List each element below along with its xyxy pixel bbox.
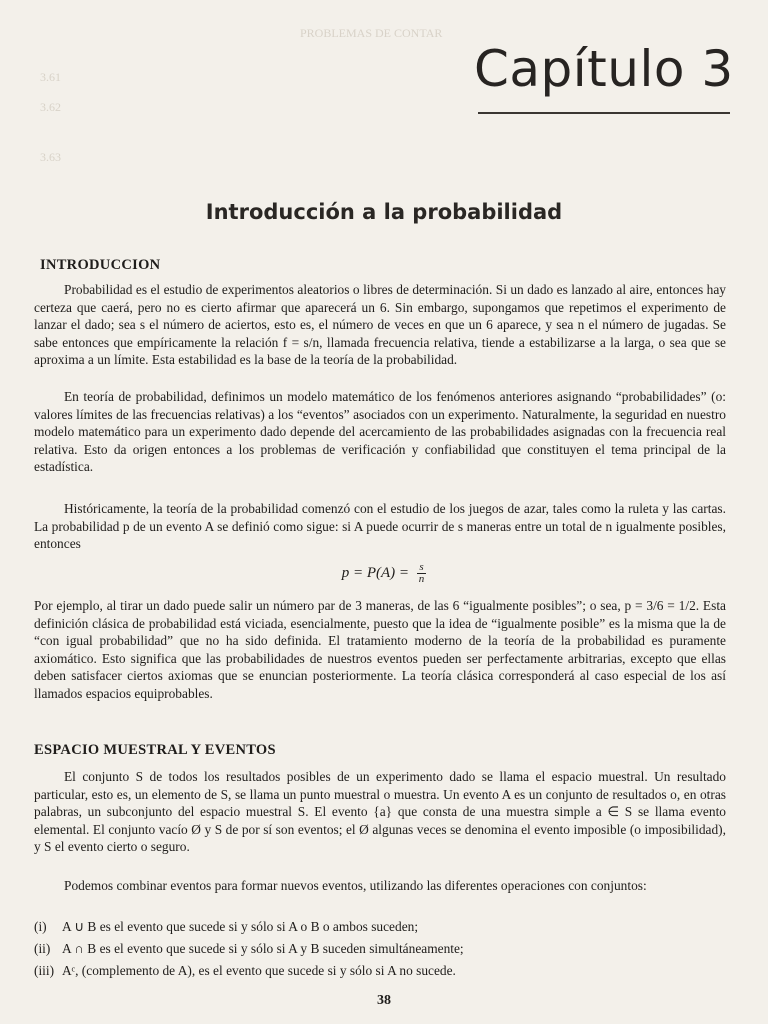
- paragraph-6: Podemos combinar eventos para formar nuevos eventos, utilizando las diferentes operaciones con conjuntos:: [64, 878, 647, 893]
- chapter-heading: Capítulo 3: [474, 40, 734, 98]
- paragraph-3: Históricamente, la teoría de la probabilidad comenzó con el estudio de los juegos de azar, tales como la ruleta y las cartas. La probabilidad p de un evento A se definió como sigue: si A puede ocurrir de s maneras entre un total de n igualmente posibles, entonces: [34, 501, 726, 552]
- formula-denominator: n: [418, 573, 425, 585]
- paragraph-1: Probabilidad es el estudio de experimentos aleatorios o libres de determinación. Si un dado es lanzado al aire, entonces hay certeza que caerá, pero no es cierto afirmar que aparecerá un 6. Sin embargo, supongamos que repetimos el experimento de lanzar el dado; sea s el número de aciertos, esto es, el número de veces en que un 6 aparece, y sea n el número de jugadas. Se sabe entonces que empíricamente la relación f = s/n, llamada frecuencia relativa, tiende a estabilizarse a la larga, o sea que se aproxima a un límite. Esta estabilidad es la base de la teoría de la probabilidad.: [34, 282, 726, 368]
- formula-lhs: p = P(A) =: [341, 564, 410, 581]
- chapter-rule: [478, 112, 730, 114]
- bleed-through-text: 3.61: [40, 70, 61, 84]
- paragraph-4: Por ejemplo, al tirar un dado puede salir un número par de 3 maneras, de las 6 “igualmente posibles”; o sea, p = 3/6 = 1/2. Esta definición clásica de probabilidad está viciada, esencialmente, puesto que la idea de “igualmente posible” es la misma que la de “con igual probabilidad” que no ha sido definida. El tratamiento moderno de la teoría de la probabilidad es puramente axiomático. Esto significa que las probabilidades de nuestros eventos pueden ser perfectamente arbitrarias, excepto que ellas deben satisfacer ciertos axiomas que se enuncian posteriormente. La teoría clásica corresponderá al caso especial de los así llamados espacios equiprobables.: [34, 598, 726, 701]
- formula-fraction: [417, 562, 427, 585]
- list-item-number: (i): [34, 919, 47, 934]
- formula-numerator: s: [417, 562, 427, 574]
- bleed-through-text: 3.63: [40, 150, 61, 164]
- chapter-title: Introducción a la probabilidad: [205, 200, 563, 224]
- probability-formula: [0, 562, 768, 585]
- list-item-text: A ∪ B es el evento que sucede si y sólo si A o B o ambos suceden;: [62, 919, 419, 934]
- list-item-text: A ∩ B es el evento que sucede si y sólo si A y B suceden simultáneamente;: [62, 941, 464, 956]
- bleed-through-text: 3.62: [40, 100, 61, 114]
- list-item: [34, 938, 726, 960]
- list-item: [34, 916, 726, 938]
- list-item: [34, 960, 726, 982]
- section-heading-sample-space: ESPACIO MUESTRAL Y EVENTOS: [34, 742, 276, 758]
- bleed-through-text: PROBLEMAS DE CONTAR: [300, 26, 443, 40]
- page-number: 38: [377, 993, 391, 1008]
- list-item-number: (iii): [34, 963, 55, 978]
- paragraph-2: En teoría de probabilidad, definimos un modelo matemático de los fenómenos anteriores asignando “probabilidades” (o: valores límites de las frecuencias relativas) a los “eventos” asociados con un experimento. Naturalmente, la seguridad en nuestro modelo matemático para un experimento dado depende del acercamiento de las probabilidades asignadas con la frecuencia real relativa. Esto da origen entonces a los problemas de verificación y confiabilidad que constituyen el tema principal de la estadística.: [34, 389, 726, 475]
- set-operations-list: [34, 916, 726, 982]
- list-item-number: (ii): [34, 941, 51, 956]
- list-item-text: Aᶜ, (complemento de A), es el evento que sucede si y sólo si A no sucede.: [62, 963, 456, 978]
- paragraph-5: El conjunto S de todos los resultados posibles de un experimento dado se llama el espacio muestral. Un resultado particular, esto es, un elemento de S, se llama un punto muestral o muestra. Un evento A es un conjunto de resultados o, en otras palabras, un subconjunto del espacio muestral S. El evento {a} que consta de una muestra simple a ∈ S se llama evento elemental. El conjunto vacío Ø y S de por sí son eventos; el Ø algunas veces se denomina el evento imposible (o imposibilidad), y S el evento cierto o seguro.: [34, 769, 726, 855]
- section-heading-intro: INTRODUCCION: [40, 257, 161, 273]
